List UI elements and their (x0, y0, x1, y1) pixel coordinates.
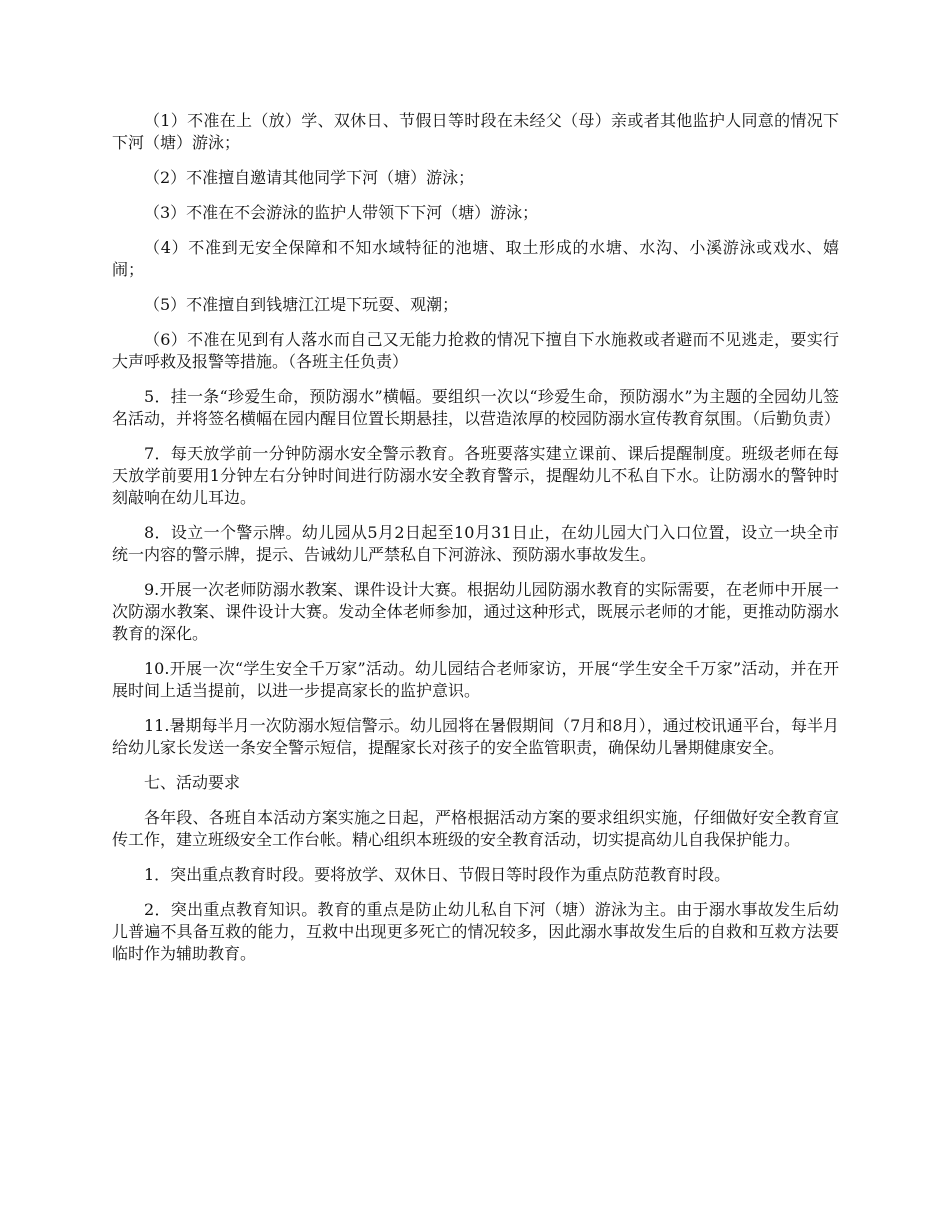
document-page (112, 110, 839, 978)
item-sms-warning-paragraph: 11.暑期每半月一次防溺水短信警示。幼儿园将在暑假期间（7月和8月），通过校讯通平台，每半月给幼儿家长发送一条安全警示短信，提醒家长对孩子的安全监管职责，确保幼儿暑期健康安全。 (112, 716, 839, 757)
requirements-intro-paragraph: 各年段、各班自本活动方案实施之日起，严格根据活动方案的要求组织实施，仔细做好安全教育宣传工作，建立班级安全工作台帐。精心组织本班级的安全教育活动，切实提高幼儿自我保护能力。 (112, 808, 839, 849)
rule-paragraph-1: （1）不准在上（放）学、双休日、节假日等时段在未经父（母）亲或者其他监护人同意的情况下下河（塘）游泳； (112, 111, 839, 152)
section-heading: 七、活动要求 (144, 773, 241, 792)
rule-paragraph-2: （2）不准擅自邀请其他同学下河（塘）游泳； (144, 168, 475, 187)
item-daily-warning-paragraph: 7．每天放学前一分钟防溺水安全警示教育。各班要落实建立课前、课后提醒制度。班级老师在每天放学前要用1分钟左右分钟时间进行防溺水安全教育警示，提醒幼儿不私自下水。让防溺水的警钟时刻敲响在幼儿耳边。 (112, 444, 839, 507)
rule-paragraph-6: （6）不准在见到有人落水而自己又无能力抢救的情况下擅自下水施救或者避而不见逃走，要实行大声呼救及报警等措施。（各班主任负责） (112, 330, 839, 371)
rule-paragraph-4: （4）不准到无安全保障和不知水域特征的池塘、取土形成的水塘、水沟、小溪游泳或戏水、嬉闹； (112, 238, 839, 279)
rule-paragraph-3: （3）不准在不会游泳的监护人带领下下河（塘）游泳； (144, 203, 539, 222)
rule-paragraph-5: （5）不准擅自到钱塘江江堤下玩耍、观潮； (144, 295, 459, 314)
requirement-1-paragraph: 1．突出重点教育时段。要将放学、双休日、节假日等时段作为重点防范教育时段。 (144, 865, 731, 884)
item-banner-paragraph: 5．挂一条“珍爱生命，预防溺水”横幅。要组织一次以“珍爱生命，预防溺水”为主题的全园幼儿签名活动，并将签名横幅在园内醒目位置长期悬挂，以营造浓厚的校园防溺水宣传教育氛围。（后勤负责） (112, 387, 841, 428)
requirement-2-paragraph: 2．突出重点教育知识。教育的重点是防止幼儿私自下河（塘）游泳为主。由于溺水事故发生后幼儿普遍不具备互救的能力，互救中出现更多死亡的情况较多，因此溺水事故发生后的自救和互救方法要临时作为辅助教育。 (112, 900, 839, 963)
item-home-safety-paragraph: 10.开展一次“学生安全千万家”活动。幼儿园结合老师家访，开展“学生安全千万家”活动，并在开展时间上适当提前，以进一步提高家长的监护意识。 (112, 659, 839, 700)
item-warning-sign-paragraph: 8．设立一个警示牌。幼儿园从5月2日起至10月31日止，在幼儿园大门入口位置，设立一块全市统一内容的警示牌，提示、告诫幼儿严禁私自下河游泳、预防溺水事故发生。 (112, 523, 839, 564)
item-teacher-contest-paragraph: 9.开展一次老师防溺水教案、课件设计大赛。根据幼儿园防溺水教育的实际需要，在老师中开展一次防溺水教案、课件设计大赛。发动全体老师参加，通过这种形式，既展示老师的才能，更推动防溺水教育的深化。 (112, 580, 839, 643)
